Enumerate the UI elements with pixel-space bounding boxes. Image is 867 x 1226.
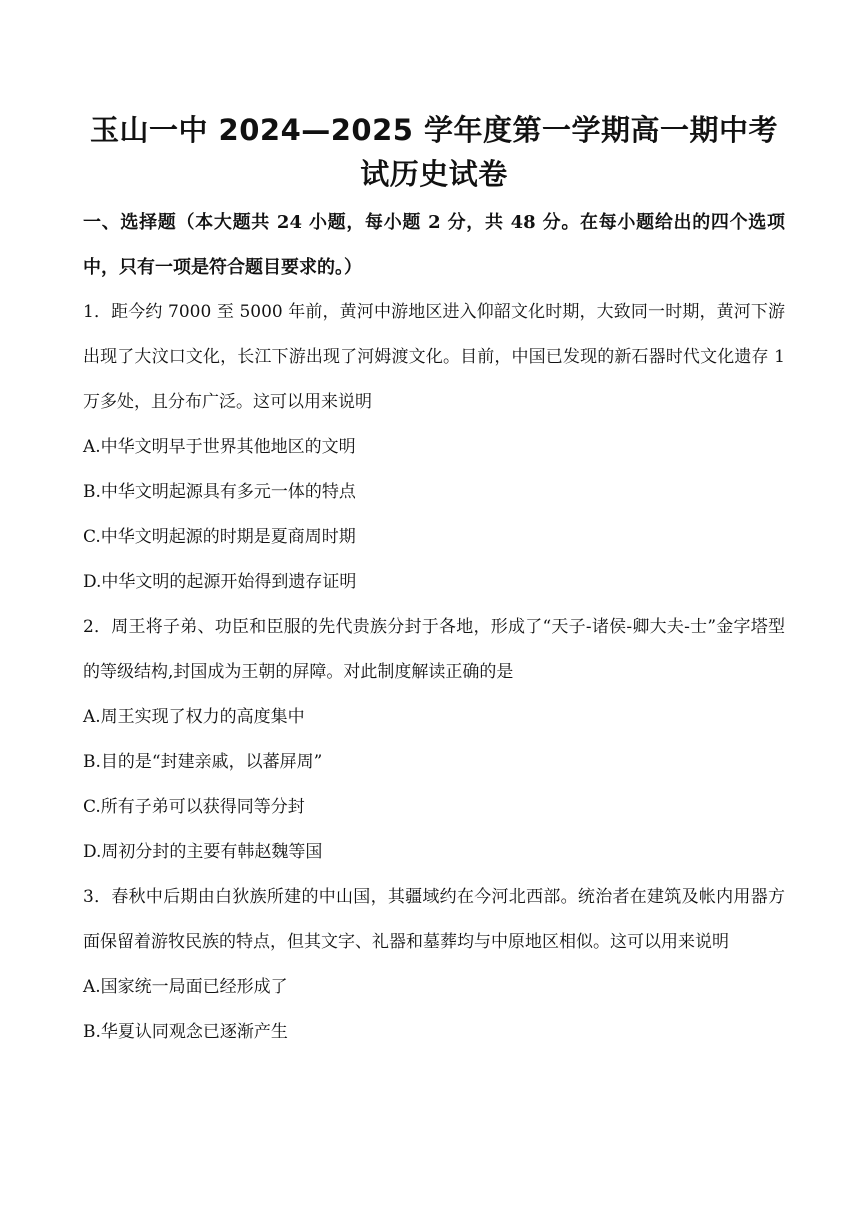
option-a: A.国家统一局面已经形成了: [83, 977, 288, 997]
question-3: [83, 875, 785, 1055]
question-1: [83, 290, 785, 605]
option-b: B.中华文明起源具有多元一体的特点: [83, 482, 356, 502]
question-stem: 1．距今约 7000 至 5000 年前，黄河中游地区进入仰韶文化时期，大致同一时期，黄河下游出现了大汶口文化，长江下游出现了河姆渡文化。目前，中国已发现的新石器时代文化遗存 1 万多处，且分布广泛。这可以用来说明: [83, 302, 785, 412]
section-heading: 一、选择题（本大题共 24 小题，每小题 2 分，共 48 分。在每小题给出的四个选项中，只有一项是符合题目要求的。）: [83, 212, 785, 278]
question-2: [83, 605, 785, 875]
option-b: B.目的是“封建亲戚，以蕃屏周”: [83, 752, 323, 772]
option-a: A.周王实现了权力的高度集中: [83, 707, 305, 727]
option-c: C.中华文明起源的时期是夏商周时期: [83, 527, 356, 547]
option-d: D.周初分封的主要有韩赵魏等国: [83, 842, 323, 862]
exam-title: 玉山一中 2024—2025 学年度第一学期高一期中考试历史试卷: [89, 113, 779, 191]
option-a: A.中华文明早于世界其他地区的文明: [83, 437, 356, 457]
option-b: B.华夏认同观念已逐渐产生: [83, 1022, 288, 1042]
question-stem: 2．周王将子弟、功臣和臣服的先代贵族分封于各地，形成了“天子-诸侯-卿大夫-士”金字塔型的等级结构,封国成为王朝的屏障。对此制度解读正确的是: [83, 617, 785, 682]
exam-page: [83, 108, 785, 1055]
question-stem: 3．春秋中后期由白狄族所建的中山国，其疆域约在今河北西部。统治者在建筑及帐内用器方面保留着游牧民族的特点，但其文字、礼器和墓葬均与中原地区相似。这可以用来说明: [83, 887, 785, 952]
option-c: C.所有子弟可以获得同等分封: [83, 797, 305, 817]
option-d: D.中华文明的起源开始得到遗存证明: [83, 572, 357, 592]
